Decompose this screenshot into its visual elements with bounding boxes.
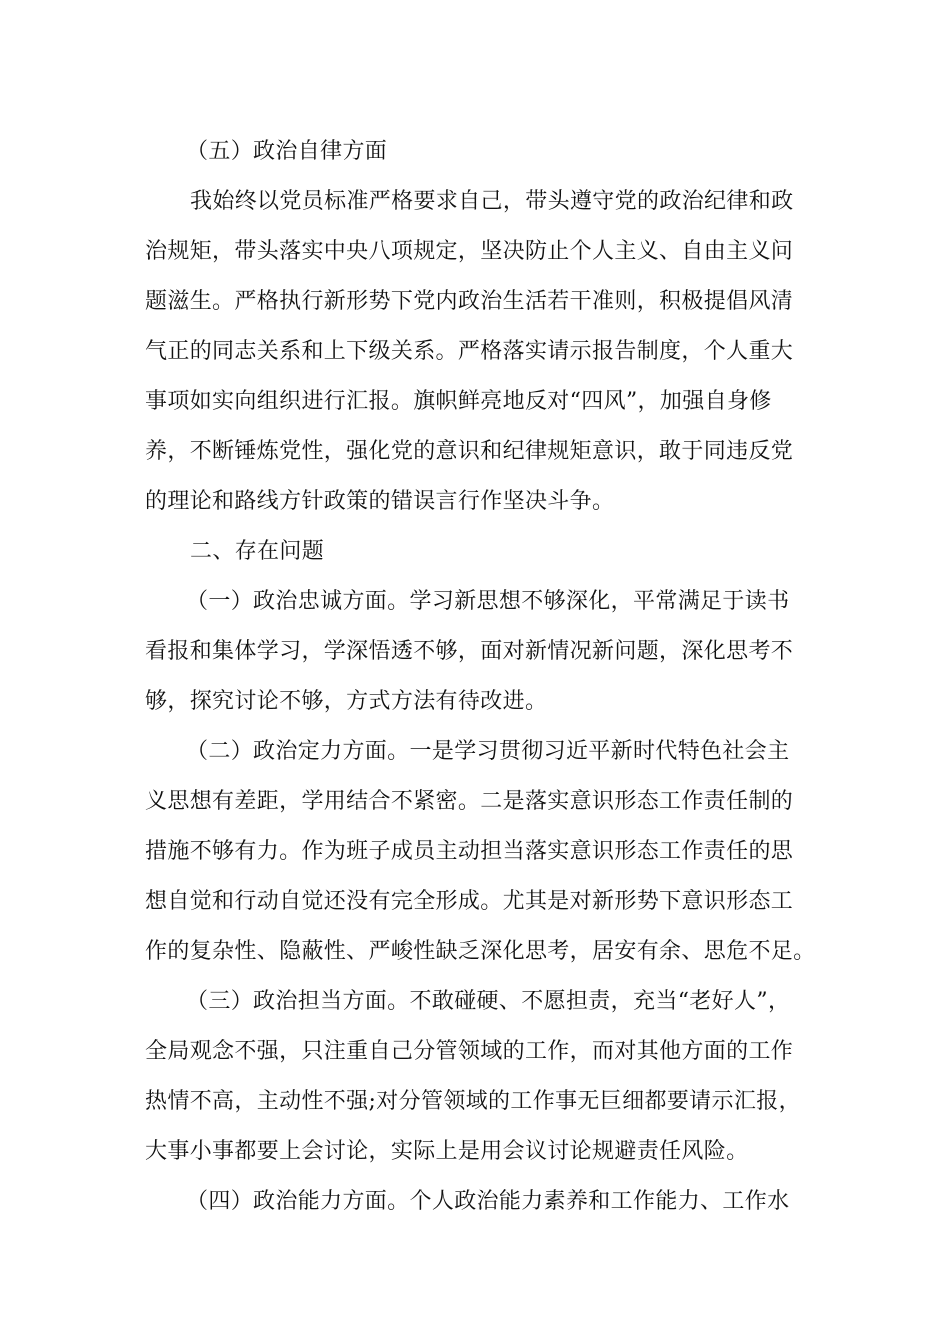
paragraph-line: 全局观念不强，只注重自己分管领域的工作，而对其他方面的工作 <box>145 1039 794 1064</box>
paragraph-line: 措施不够有力。作为班子成员主动担当落实意识形态工作责任的思 <box>145 839 794 864</box>
paragraph-line: （一）政治忠诚方面。学习新思想不够深化，平常满足于读书 <box>186 589 790 614</box>
paragraph-line: 看报和集体学习，学深悟透不够，面对新情况新问题，深化思考不 <box>145 639 794 664</box>
paragraph-line: （三）政治担当方面。不敢碰硬、不愿担责，充当“老好人”， <box>186 989 791 1014</box>
paragraph-line: 作的复杂性、隐蔽性、严峻性缺乏深化思考，居安有余、思危不足。 <box>145 939 816 964</box>
paragraph-line: 够，探究讨论不够，方式方法有待改进。 <box>145 689 548 714</box>
paragraph-line: （二）政治定力方面。一是学习贯彻习近平新时代特色社会主 <box>186 739 790 764</box>
paragraph-line: 义思想有差距，学用结合不紧密。二是落实意识形态工作责任制的 <box>145 789 794 814</box>
paragraph-line: 想自觉和行动自觉还没有完全形成。尤其是对新形势下意识形态工 <box>145 889 794 914</box>
paragraph-line: 的理论和路线方针政策的错误言行作坚决斗争。 <box>145 489 615 514</box>
paragraph-line: （四）政治能力方面。个人政治能力素养和工作能力、工作水 <box>186 1189 790 1214</box>
paragraph-line: 热情不高，主动性不强;对分管领域的工作事无巨细都要请示汇报， <box>145 1089 801 1114</box>
paragraph-line: 事项如实向组织进行汇报。旗帜鲜亮地反对“四风”，加强自身修 <box>145 389 772 414</box>
section-heading-political-self-discipline: （五）政治自律方面 <box>186 139 388 164</box>
section-heading-existing-problems: 二、存在问题 <box>190 539 325 564</box>
paragraph-line: 养，不断锤炼党性，强化党的意识和纪律规矩意识，敢于同违反党 <box>145 439 794 464</box>
paragraph-line: 治规矩，带头落实中央八项规定，坚决防止个人主义、自由主义问 <box>145 239 794 264</box>
paragraph-line: 我始终以党员标准严格要求自己，带头遵守党的政治纪律和政 <box>190 189 794 214</box>
paragraph-line: 题滋生。严格执行新形势下党内政治生活若干准则，积极提倡风清 <box>145 289 794 314</box>
paragraph-line: 大事小事都要上会讨论，实际上是用会议讨论规避责任风险。 <box>145 1139 749 1164</box>
paragraph-line: 气正的同志关系和上下级关系。严格落实请示报告制度，个人重大 <box>145 339 794 364</box>
